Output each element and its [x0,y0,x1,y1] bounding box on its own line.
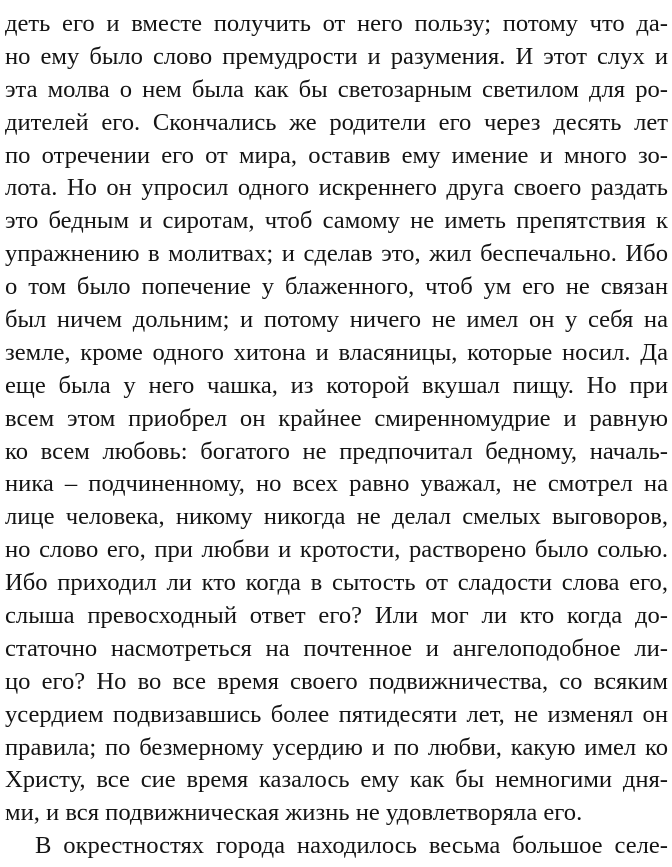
text-line: еще была у него чашка, из которой вкушал пищу. Но при [5,371,668,399]
text-line: всем этом приобрел он крайнее смиренномудрие и равную [5,404,668,432]
text-line: лота. Но он упросил одного искреннего друга своего раздать [5,174,668,202]
text-line: Ибо приходил ли кто когда в сытость от сладости слова его, [5,569,668,597]
text-line: слыша превосходный ответ его? Или мог ли кто когда до- [5,602,668,630]
text-line: статочно насмотреться на почтенное и ангелоподобное ли- [5,634,668,662]
text-line: В окрестностях города находилось весьма большое селе- [35,832,668,860]
paragraph-1 [5,8,668,830]
text-line: ко всем любовь: богатого не предпочитал бедному, началь- [5,437,668,465]
text-line: эта молва о нем была как бы светозарным светилом для ро- [5,75,668,103]
text-line: о том было попечение у блаженного, чтоб ум его не связан [5,273,668,301]
text-line: упражнению в молитвах; и сделав это, жил беспечально. Ибо [5,240,668,268]
text-line: усердием подвизавшись более пятидесяти лет, не изменял он [5,700,668,728]
text-line: по отречении его от мира, оставив ему имение и много зо- [5,141,668,169]
text-line: но слово его, при любви и кротости, растворено было солью. [5,536,668,564]
text-line: дителей его. Скончались же родители его через десять лет [5,108,668,136]
text-line: земле, кроме одного хитона и власяницы, которые носил. Да [5,338,668,366]
text-line: был ничем дольним; и потому ничего не имел он у себя на [5,306,668,334]
text-line: это бедным и сиротам, чтоб самому не иметь препятствия к [5,207,668,235]
text-line: цо его? Но во все время своего подвижничества, со всяким [5,667,668,695]
text-line: лице человека, никому никогда не делал смелых выговоров, [5,503,668,531]
text-line: но ему было слово премудрости и разумения. И этот слух и [5,42,668,70]
text-line: ми, и вся подвижническая жизнь не удовлетворяла его. [5,799,583,827]
text-line: деть его и вместе получить от него пользу; потому что да- [5,10,668,37]
text-line: ника – подчиненному, но всех равно уважал, не смотрел на [5,470,668,498]
paragraph-2 [5,830,668,863]
text-line: Христу, все сие время казалось ему как бы немногими дня- [5,766,668,794]
text-line: правила; по безмерному усердию и по любви, какую имел ко [5,733,668,761]
document-page [5,8,668,863]
